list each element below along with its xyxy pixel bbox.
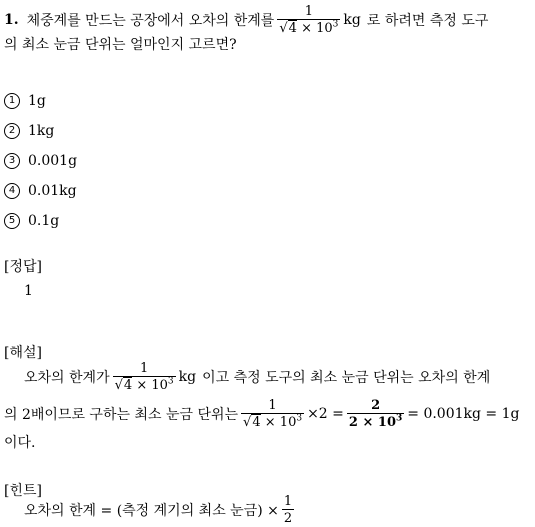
power-base: 10 <box>151 378 168 393</box>
hint-line <box>24 493 297 527</box>
option-marker: 3 <box>4 153 20 169</box>
hint-text: 오차의 한계 = (측정 계기의 최소 눈금) × <box>24 503 279 519</box>
question-line-2: 의 최소 눈금 단위는 얼마인지 고르면? <box>4 37 237 53</box>
power-exponent: 3 <box>167 376 174 387</box>
times-two: ×2 = <box>307 406 344 422</box>
option-marker: 4 <box>4 183 20 199</box>
power-exponent: 3 <box>396 413 403 424</box>
option-text: 0.1g <box>28 213 60 229</box>
explanation-fraction-3 <box>347 398 404 430</box>
power-base: 10 <box>316 21 333 36</box>
option-5[interactable] <box>4 213 59 229</box>
explanation-fraction-2 <box>241 398 304 430</box>
question-line-1 <box>4 4 488 36</box>
option-1[interactable] <box>4 93 46 109</box>
unit-kg: kg <box>343 12 361 28</box>
hint-fraction <box>282 494 294 526</box>
fraction-numerator: 1 <box>139 361 149 376</box>
option-marker: 1 <box>4 93 20 109</box>
fraction-denominator: $√4 \times 10^3$ <box>279 19 339 36</box>
option-text: 0.01kg <box>28 183 77 199</box>
fraction-numerator: 2 <box>371 398 381 413</box>
question-number: 1. <box>4 12 19 28</box>
answer-heading: [정답] <box>4 259 42 275</box>
explanation-result: = 0.001kg = 1g <box>407 406 520 422</box>
option-text: 0.001g <box>28 153 78 169</box>
sqrt-radicand: 4 <box>123 378 133 393</box>
power-exponent: 3 <box>296 413 303 424</box>
option-3[interactable] <box>4 153 77 169</box>
question-text-after: 로 하려면 측정 도구 <box>366 13 489 29</box>
fraction-denominator: $√4 \times 10^3$ <box>243 413 303 430</box>
explanation-fraction-1 <box>113 361 176 393</box>
fraction-numerator: 1 <box>268 398 277 413</box>
option-text: 1g <box>28 93 46 109</box>
question-fraction <box>277 4 340 36</box>
option-marker: 5 <box>4 213 20 229</box>
times-sign: × <box>301 21 312 36</box>
explanation-line-2 <box>4 397 519 431</box>
explanation-line-1 <box>24 360 490 394</box>
explanation-text: 이고 측정 도구의 최소 눈금 단위는 오차의 한계 <box>202 370 491 386</box>
explanation-text: 의 2배이므로 구하는 최소 눈금 단위는 <box>4 407 239 423</box>
option-marker: 2 <box>4 123 20 139</box>
power-exponent: 3 <box>332 19 339 30</box>
fraction-denominator <box>347 413 404 430</box>
sqrt-radicand: 4 <box>252 415 261 430</box>
option-text: 1kg <box>28 123 55 139</box>
unit-kg: kg <box>178 369 197 385</box>
explanation-heading: [해설] <box>4 345 42 361</box>
times-sign: × <box>136 378 148 393</box>
answer-value: 1 <box>24 283 33 299</box>
fraction-denominator: 2 <box>283 511 293 526</box>
explanation-text: 오차의 한계가 <box>24 370 110 386</box>
fraction-denominator: $√4 \times 10^3$ <box>114 376 174 393</box>
sqrt-radicand: 4 <box>288 21 297 36</box>
fraction-numerator: 1 <box>283 494 293 509</box>
option-2[interactable] <box>4 123 54 139</box>
fraction-denominator-text: 2 × 10 <box>348 415 396 430</box>
power-base: 10 <box>279 415 297 430</box>
times-sign: × <box>264 415 276 430</box>
explanation-line-3: 이다. <box>4 435 36 451</box>
hint-heading: [힌트] <box>4 483 42 499</box>
fraction-numerator: 1 <box>304 4 313 19</box>
option-4[interactable] <box>4 183 77 199</box>
question-text-before: 체중계를 만드는 공장에서 오차의 한계를 <box>26 13 275 29</box>
